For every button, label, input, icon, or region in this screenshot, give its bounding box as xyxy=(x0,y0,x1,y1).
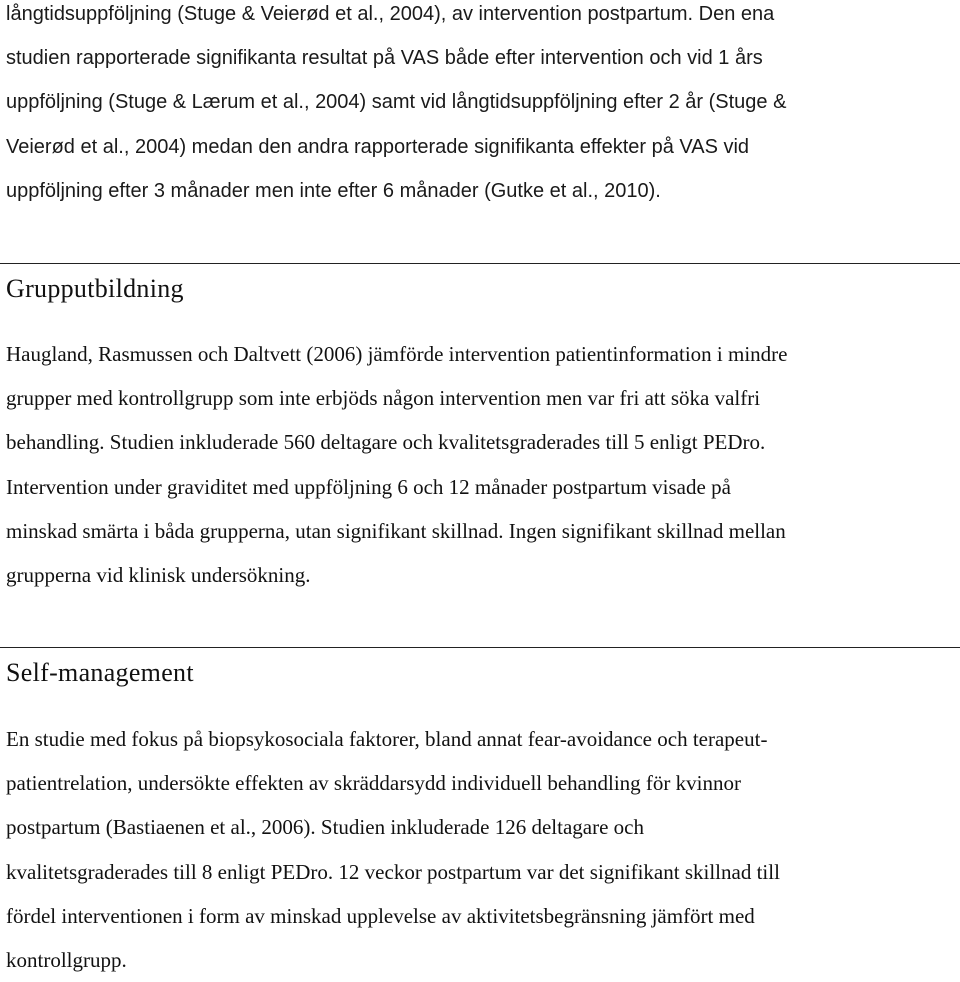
section-heading-self-management: Self-management xyxy=(6,658,194,687)
paragraph-line: patientrelation, undersökte effekten av skräddarsydd individuell behandling för kvinnor xyxy=(6,771,741,796)
paragraph-line: studien rapporterade signifikanta resultat på VAS både efter intervention och vid 1 års xyxy=(6,47,763,70)
paragraph-line: En studie med fokus på biopsykosociala faktorer, bland annat fear-avoidance och terapeut- xyxy=(6,727,768,751)
paragraph-line: uppföljning efter 3 månader men inte efter 6 månader (Gutke et al., 2010). xyxy=(6,179,661,202)
paragraph-line: postpartum (Bastiaenen et al., 2006). Studien inkluderade 126 deltagare och xyxy=(6,815,644,840)
paragraph-line: fördel interventionen i form av minskad upplevelse av aktivitetsbegränsning jämfört med xyxy=(6,903,755,928)
self-management-paragraph xyxy=(6,717,780,982)
paragraph-line: behandling. Studien inkluderade 560 deltagare och kvalitetsgraderades till 5 enligt PEDro. xyxy=(6,430,766,455)
paragraph-line: minskad smärta i båda grupperna, utan signifikant skillnad. Ingen signifikant skillnad mellan xyxy=(6,518,786,543)
paragraph-line: uppföljning (Stuge & Lærum et al., 2004) samt vid långtidsuppföljning efter 2 år (Stuge & xyxy=(6,91,787,114)
paragraph-line: grupperna vid klinisk undersökning. xyxy=(6,563,311,588)
paragraph-line: långtidsuppföljning (Stuge & Veierød et al., 2004), av intervention postpartum. Den ena xyxy=(6,3,775,25)
grupputbildning-paragraph xyxy=(6,332,787,597)
paragraph-line: Intervention under graviditet med uppföljning 6 och 12 månader postpartum visade på xyxy=(6,474,731,499)
paragraph-line: Veierød et al., 2004) medan den andra rapporterade signifikanta effekter på VAS vid xyxy=(6,135,750,158)
paragraph-line: grupper med kontrollgrupp som inte erbjöds någon intervention men var fri att söka valfri xyxy=(6,386,761,411)
intro-paragraph xyxy=(6,0,786,213)
section-divider xyxy=(0,263,960,264)
section-heading-grupputbildning: Grupputbildning xyxy=(6,274,184,303)
section-divider xyxy=(0,647,960,648)
paragraph-line: kontrollgrupp. xyxy=(6,948,127,973)
paragraph-line: kvalitetsgraderades till 8 enligt PEDro. 12 veckor postpartum var det signifikant skillnad till xyxy=(6,859,780,884)
paragraph-line: Haugland, Rasmussen och Daltvett (2006) jämförde intervention patientinformation i mindre xyxy=(6,342,788,366)
